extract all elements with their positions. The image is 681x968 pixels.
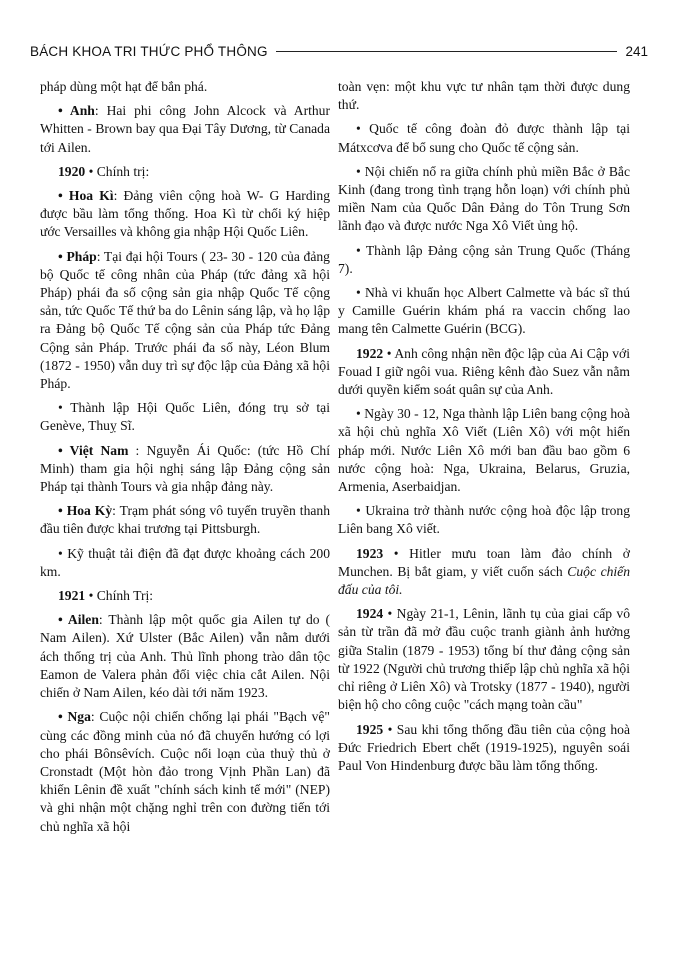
year-label: 1920: [58, 163, 86, 179]
paragraph: [338, 721, 630, 776]
paragraph: • Thành lập Hội Quốc Liên, đóng trụ sở tại Genève, Thuỵ Sĩ.: [40, 400, 330, 434]
paragraph: [40, 708, 330, 835]
entry-lead: • Pháp: [58, 248, 97, 264]
year-heading: [40, 587, 330, 605]
paragraph: • Thành lập Đảng cộng sản Trung Quốc (Tháng 7).: [338, 242, 630, 276]
left-column: [40, 78, 330, 842]
paragraph: [40, 442, 330, 497]
year-label: 1923: [356, 545, 384, 561]
entry-text: • Sau khi tổng thống đầu tiên của cộng hoà Đức Friedrich Ebert chết (1919-1925), nguyên soái Paul Von Hindenburg được bầu làm tổng thống.: [338, 721, 630, 773]
paragraph: [40, 248, 330, 394]
entry-text: • Chính Trị:: [85, 588, 154, 604]
entry-lead: • Anh: [58, 103, 95, 119]
entry-text: : Nguyễn Ái Quốc: (tức Hồ Chí Minh) tham gia hội nghị sáng lập Đảng cộng sản Pháp tại thành Tours và gia nhập đảng này.: [40, 442, 330, 495]
right-column: [338, 78, 630, 781]
year-label: 1925: [356, 721, 384, 737]
paragraph: [338, 545, 630, 600]
paragraph: • Nội chiến nổ ra giữa chính phủ miền Bắc ở Bắc Kinh (đang trong tình trạng hỗn loạn) với chính phủ miền Nam của Quốc Dân Đảng do Tôn Trung Sơn lãnh đạo và được nước Nga Xô Viết ủng hộ.: [338, 163, 630, 234]
page-number: 241: [625, 43, 648, 59]
entry-text: • Anh công nhận nền độc lập của Ai Cập với Fouad I giữ ngôi vua. Riêng kênh đào Suez vẫn nằm dưới quyền kiểm soát quân sự của Anh.: [338, 345, 630, 398]
paragraph: • Quốc tế công đoàn đỏ được thành lập tại Mátxcơva để bổ sung cho Quốc tế cộng sản.: [338, 121, 630, 155]
paragraph: [40, 102, 330, 157]
paragraph: [40, 611, 330, 702]
entry-lead: • Nga: [58, 709, 91, 725]
paragraph: • Kỹ thuật tải điện đã đạt được khoảng cách 200 km.: [40, 545, 330, 579]
book-title: Cuộc chiến đấu của tôi.: [338, 563, 631, 598]
entry-text: : Trạm phát sóng vô tuyến truyền thanh đầu tiên được khai trương tại Pittsburgh.: [40, 503, 330, 537]
paragraph: • Ngày 30 - 12, Nga thành lập Liên bang cộng hoà xã hội chủ nghĩa Xô Viết (Liên Xô) với một hiến pháp mới. Nước Liên Xô mới ban đầu bao gồm 6 nước cộng hoà: Nga, Ukraina, Belarus, Gruzia, Armenia, Aserbaidjan.: [338, 406, 630, 495]
paragraph: [40, 502, 330, 538]
entry-text: • Hitler mưu toan làm đảo chính ở Munchen. Bị bắt giam, y viết cuốn sách: [338, 545, 630, 579]
entry-text: : Đảng viên cộng hoà W- G Harding được bầu làm tổng thống. Hoa Kì từ chối ký hiệp ước Versailles và không gia nhập Hội Quốc Liên.: [40, 188, 330, 240]
running-title: BÁCH KHOA TRI THỨC PHỔ THÔNG: [30, 43, 268, 59]
year-label: 1924: [356, 606, 384, 622]
paragraph: pháp dùng một hạt để bắn phá.: [40, 79, 208, 94]
entry-lead: • Hoa Kì: [58, 188, 114, 204]
entry-text: • Ngày 21-1, Lênin, lãnh tụ của giai cấp vô sản từ trần đã mở đầu cuộc tranh giành ảnh hưởng giữa Stalin (1879 - 1953) tổng bí thư đảng cộng sản từ 1922 (Người chủ trương thiếp lập chủ nghĩa xã hội chỉ riêng ở Liên Xô) và Trotsky (1877 - 1940), người biện hộ cho công cuộc "cách mạng toàn cầu": [338, 606, 630, 713]
entry-lead: • Hoa Kỳ: [58, 503, 113, 519]
year-label: 1922: [356, 345, 384, 361]
entry-lead: • Ailen: [58, 612, 99, 628]
year-heading: [40, 163, 330, 181]
entry-text: : Tại đại hội Tours ( 23- 30 - 120 của đảng bộ Quốc tế công nhân của Pháp (tức đảng xã hội Pháp) phái đa số cộng sản gia nhập Quốc Tế cộng sản, tức Quốc Tế thứ ba do Lênin sáng lập, và họ lập ra Đảng bộ Quốc Tế cộng sản của Pháp tức Đảng Cộng sản Pháp. Trước phái đa số này, Léon Blum (1872 - 1950) vẫn duy trì sự độc lập của Đảng xã hội Pháp.: [40, 248, 330, 392]
entry-text: : Hai phi công John Alcock và Arthur Whitten - Brown bay qua Đại Tây Dương, từ Canada tới Ailen.: [40, 103, 330, 155]
entry-text: : Thành lập một quốc gia Ailen tự do ( Nam Ailen). Xứ Ulster (Bắc Ailen) vẫn nằm dưới ách thống trị của Anh. Thủ lĩnh phong trào dân tộc Eamon de Valera phản đối việc chia cắt Ailen. Nội chiến ở Nam Ailen, kéo dài tới năm 1923.: [40, 612, 330, 701]
entry-text: • Chính trị:: [85, 163, 150, 179]
year-label: 1921: [58, 588, 86, 604]
entry-text: : Cuộc nội chiến chống lại phái "Bạch vệ" cùng các đồng minh của nó đã chuyển hướng có lợi cho phái Bônsêvích. Cuộc nổi loạn của thuỷ thủ ở Cronstadt (Một hòn đảo trong Vịnh Phần Lan) đã khiến Lênin đề xuất "chính sách kinh tế mới" (NEP) và ghi nhận một chặng nghỉ trên con đường tiến tới chủ nghĩa xã hội: [40, 709, 330, 834]
entry-lead: • Việt Nam: [58, 442, 129, 458]
paragraph: • Nhà vi khuẩn học Albert Calmette và bác sĩ thú y Camille Guérin khám phá ra vaccin chống lao mang tên Calmette Guérin (BCG).: [338, 285, 630, 337]
paragraph: [338, 345, 630, 400]
paragraph: • Ukraina trở thành nước cộng hoà độc lập trong Liên bang Xô viết.: [338, 503, 630, 537]
paragraph: [40, 187, 330, 242]
paragraph: toàn vẹn: một khu vực tư nhân tạm thời được dung thứ.: [338, 79, 630, 113]
paragraph: [338, 605, 630, 714]
header-rule: [276, 51, 618, 52]
page-header: [30, 40, 648, 62]
